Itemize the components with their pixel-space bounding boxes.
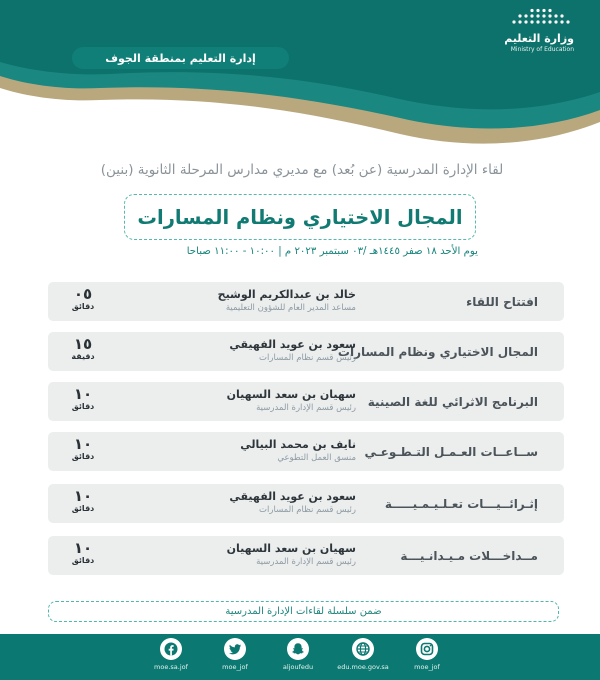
duration-unit: دقائق <box>71 556 95 565</box>
agenda-duration <box>58 488 108 514</box>
duration-value: ١٠ <box>73 385 93 403</box>
agenda-duration <box>58 336 108 362</box>
social-handle: moe_jof <box>414 663 440 671</box>
speaker-name: نايف بن محمد البيالي <box>240 438 356 451</box>
social-link-website[interactable] <box>333 638 393 671</box>
agenda-speaker <box>156 388 356 413</box>
meeting-subtitle: لقاء الإدارة المدرسية (عن بُعد) مع مديري مدارس المرحلة الثانوية (بنين) <box>100 162 504 178</box>
agenda-row <box>48 282 564 321</box>
agenda-row <box>48 382 564 421</box>
speaker-role: رئيس قسم نظام المسارات <box>259 505 356 515</box>
ministry-logo <box>484 8 574 53</box>
agenda-duration <box>58 386 108 412</box>
speaker-name: خالد بن عبدالكريم الوشيح <box>217 288 356 301</box>
agenda-topic: إثـرائــيـــات تعـلـيـمـيـــــة <box>384 496 538 511</box>
duration-value: ١٠ <box>73 487 93 505</box>
duration-unit: دقائق <box>71 302 95 311</box>
series-note: ضمن سلسلة لقاءات الإدارة المدرسية <box>48 601 559 622</box>
speaker-role: مساعد المدير العام للشؤون التعليمية <box>225 303 356 313</box>
web-globe-icon <box>352 638 374 660</box>
duration-unit: دقائق <box>71 452 95 461</box>
agenda-speaker <box>156 542 356 567</box>
agenda-speaker <box>156 338 356 363</box>
duration-unit: دقيقة <box>71 352 95 361</box>
social-handle: moe.sa.jof <box>154 663 188 671</box>
speaker-role: رئيس قسم الإدارة المدرسية <box>256 557 356 567</box>
agenda-row <box>48 536 564 575</box>
meeting-date-time: يوم الأحد ١٨ صفر ١٤٤٥هـ /٠٣ سبتمبر ٢٠٢٣ م | ١٠:٠٠ - ١١:٠٠ صباحا <box>186 246 478 257</box>
duration-value: ١٠ <box>73 435 93 453</box>
social-handle: aljoufedu <box>282 663 314 671</box>
social-link-instagram[interactable] <box>397 638 457 671</box>
speaker-name: سعود بن عويد الفهيقي <box>229 338 356 351</box>
ministry-logo-icon <box>510 8 574 28</box>
social-handle: moe_jof <box>222 663 248 671</box>
agenda-row <box>48 332 564 371</box>
speaker-name: سعود بن عويد الفهيقي <box>229 490 356 503</box>
agenda-topic: البرنامج الاثرائي للغة الصينية <box>367 394 538 409</box>
social-link-twitter[interactable] <box>205 638 265 671</box>
agenda-row <box>48 484 564 523</box>
agenda-duration <box>58 436 108 462</box>
speaker-role: رئيس قسم نظام المسارات <box>259 353 356 363</box>
speaker-role: منسق العمل التطوعي <box>277 453 356 463</box>
speaker-name: سهيان بن سعد السهيان <box>226 542 356 555</box>
meeting-title: المجال الاختياري ونظام المسارات <box>137 205 463 229</box>
snapchat-icon <box>287 638 309 660</box>
logo-text-en: Ministry of Education <box>510 46 574 53</box>
social-link-snapchat[interactable] <box>268 638 328 671</box>
agenda-speaker <box>156 490 356 515</box>
instagram-icon <box>416 638 438 660</box>
agenda-speaker <box>156 288 356 313</box>
agenda-duration <box>58 286 108 312</box>
agenda-topic: المجال الاختياري ونظام المسارات <box>337 344 538 359</box>
duration-value: ١٥ <box>73 335 93 353</box>
agenda-topic: مــداخـــلات مـيـدانـيـــة <box>400 548 538 563</box>
duration-value: ٠٥ <box>73 285 93 303</box>
agenda-topic: ســاعــات العـمـل التـطـوعـي <box>364 444 538 459</box>
speaker-name: سهيان بن سعد السهيان <box>226 388 356 401</box>
social-link-facebook[interactable] <box>141 638 201 671</box>
meeting-title-box <box>124 194 476 240</box>
agenda-row <box>48 432 564 471</box>
logo-text-ar: وزارة التعليم <box>504 32 574 45</box>
footer-social-bar <box>0 634 600 680</box>
duration-unit: دقائق <box>71 504 95 513</box>
speaker-role: رئيس قسم الإدارة المدرسية <box>256 403 356 413</box>
agenda-speaker <box>156 438 356 463</box>
duration-value: ١٠ <box>73 539 93 557</box>
agenda-duration <box>58 540 108 566</box>
twitter-icon <box>224 638 246 660</box>
department-label: إدارة التعليم بمنطقة الجوف <box>72 47 289 69</box>
social-handle: edu.moe.gov.sa <box>337 663 389 671</box>
agenda-topic: افتتاح اللقاء <box>466 294 538 309</box>
facebook-icon <box>160 638 182 660</box>
duration-unit: دقائق <box>71 402 95 411</box>
